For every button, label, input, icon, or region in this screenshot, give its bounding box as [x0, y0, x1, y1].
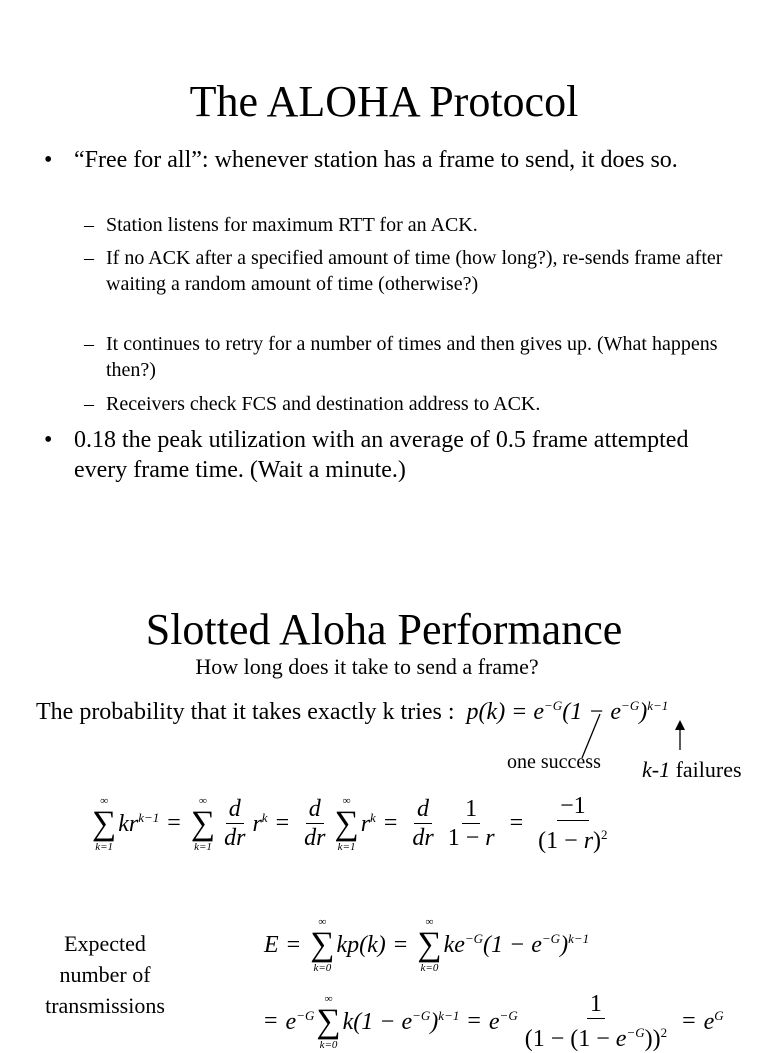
one-success-label: one success [507, 751, 601, 773]
slide2-title: Slotted Aloha Performance [145, 605, 623, 654]
sum-symbol: ∞ ∑ k=0 [417, 916, 442, 974]
sub-bullet-1-text: Station listens for maximum RTT for an ACK. [106, 214, 478, 236]
series-identity: ∞ ∑ k=1 $kr^{k-1}$ = ∞ ∑ k=1 $\frac{d}{dr}$ $r^k$ = $\frac{d}{dr}$ ∞ ∑ k=1 $r^k$ = $\frac{d}{dr}$ $\frac{1}{1 - r}$ = $\frac{-1}{(1 - r)^2}$ [92, 793, 608, 854]
bullet-1 [44, 145, 744, 175]
expected-label: Expected number of transmissions [45, 931, 165, 1018]
bullet-dot: • [44, 147, 53, 173]
k-minus-1-label: k-1 [642, 757, 671, 782]
sub-bullet-1 [84, 212, 724, 238]
probability-formula: $p(k) = e^{-G}(1 - e^{-G})^{k-1}$ [460, 698, 669, 725]
dash-marker: – [84, 247, 94, 269]
sub-bullet-2 [84, 245, 724, 297]
bullet-2 [44, 425, 744, 485]
sum-symbol: ∞ ∑ k=0 [316, 992, 341, 1051]
sum-symbol: ∞ ∑ k=1 [334, 794, 359, 853]
bullet-1-text: “Free for all”: whenever station has a frame to send, it does so. [74, 147, 678, 173]
sub-bullet-3-text: It continues to retry for a number of times and then gives up. (What happens then?) [106, 333, 718, 381]
slide1-title: The ALOHA Protocol [189, 77, 579, 126]
sum-symbol: ∞ ∑ k=1 [190, 794, 216, 853]
sum-symbol: ∞ ∑ k=0 [310, 916, 335, 974]
sub-bullet-2-text: If no ACK after a specified amount of time (how long?), re-sends frame after waiting a random amount of time (otherwise?) [106, 247, 723, 295]
expectation-line-1: E = ∞ ∑ k=0 kp(k) = ∞ ∑ k=0 $ke^{-G}(1 - e^{-G})^{k-1}$ [264, 916, 590, 974]
dash-marker: – [84, 393, 94, 415]
slide2-question: How long does it take to send a frame? [195, 654, 539, 679]
bullet-dot: • [44, 427, 53, 453]
bullet-2-text: 0.18 the peak utilization with an average of 0.5 frame attempted every frame time. (Wait a minute.) [74, 427, 689, 483]
failures-label [642, 757, 742, 783]
failures-word: failures [670, 757, 742, 782]
sub-bullet-4 [84, 391, 724, 417]
dash-marker: – [84, 333, 94, 355]
sub-bullet-3 [84, 331, 724, 383]
dash-marker: – [84, 214, 94, 236]
sum-symbol: ∞ ∑ k=1 [92, 794, 117, 853]
failures-arrowhead [675, 720, 685, 730]
sub-bullet-4-text: Receivers check FCS and destination address to ACK. [106, 393, 541, 415]
expectation-line-2: = $e^{-G}$ ∞ ∑ k=0 $k(1 - e^{-G})^{k-1}$ = $e^{-G}$ $\frac{1}{(1 - (1 - e^{-G}))^2}$ = $e^G$ [264, 991, 724, 1052]
probability-lead: The probability that it takes exactly k tries : [36, 699, 455, 725]
